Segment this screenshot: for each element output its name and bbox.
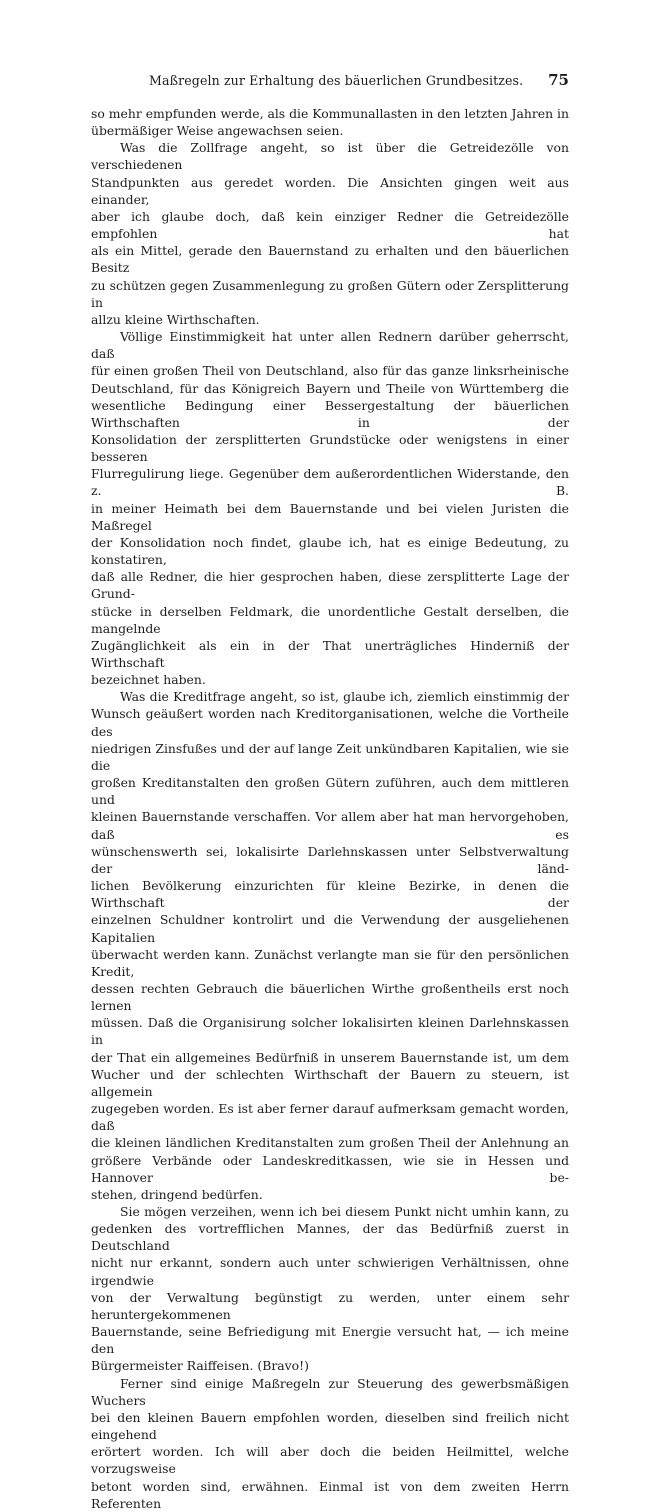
text-line: Wunsch geäußert worden nach Kreditorganisationen, welche die Vortheile des [91,706,569,739]
text-line: einzelnen Schuldner kontrolirt und die Verwendung der ausgeliehenen Kapitalien [91,912,569,945]
text-line: in meiner Heimath bei dem Bauernstande und bei vielen Juristen die Maßregel [91,500,569,533]
text-line: daß alle Redner, die hier gesprochen haben, diese zersplitterte Lage der Grund- [91,569,569,602]
text-line: aber ich glaube doch, daß kein einziger Redner die Getreidezölle empfohlen hat [91,208,569,242]
text-line: Sie mögen verzeihen, wenn ich bei diesem Punkt nicht umhin kann, zu [120,1204,569,1219]
running-head [91,71,569,93]
text-line: zugegeben worden. Es ist aber ferner darauf aufmerksam gemacht worden, daß [91,1101,569,1134]
text-line: stücke in derselben Feldmark, die unordentliche Gestalt derselben, die mangelnde [91,603,569,636]
paragraph-wucher [91,1375,569,1512]
text-line: bezeichnet haben. [91,672,206,688]
text-line: überwacht werden kann. Zunächst verlangte man sie für den persönlichen Kredit, [91,946,569,979]
text-line: wesentliche Bedingung einer Bessergestaltung der bäuerlichen Wirthschaften in der [91,397,569,430]
text-line: von der Verwaltung begünstigt zu werden, unter einem sehr heruntergekommenen [91,1289,569,1322]
text-line: gedenken des vortrefflichen Mannes, der das Bedürfniß zuerst in Deutschland [91,1221,569,1254]
text-line: größere Verbände oder Landeskreditkassen, wie sie in Hessen und Hannover be- [91,1152,569,1185]
text-line: so mehr empfunden werde, als die Kommunallasten in den letzten Jahren in [91,106,569,121]
text-line: als ein Mittel, gerade den Bauernstand zu erhalten und den bäuerlichen Besitz [91,243,569,276]
text-line: Was die Zollfrage angeht, so ist über die Getreidezölle von verschiedenen [91,140,569,173]
body-text [91,105,569,1512]
text-line: allzu kleine Wirthschaften. [91,311,260,327]
text-line: kleinen Bauernstande verschaffen. Vor allem aber hat man hervorgehoben, daß es [91,809,569,842]
text-line: zu schützen gegen Zusammenlegung zu großen Gütern oder Zersplitterung in [91,277,569,310]
page-number: 75 [548,71,569,89]
text-line: Konsolidation der zersplitterten Grundstücke oder wenigstens in einer besseren [91,431,569,465]
text-line: lichen Bevölkerung einzurichten für kleine Bezirke, in denen die Wirthschaft der [91,878,569,911]
text-line: betont worden sind, erwähnen. Einmal ist von dem zweiten Herrn Referenten [91,1478,569,1511]
text-line: stehen, dringend bedürfen. [91,1186,263,1202]
paragraph-raiffeisen [91,1203,569,1375]
paragraph-continuation [91,105,569,139]
text-line: übermäßiger Weise angewachsen seien. [91,123,344,139]
text-line: Bürgermeister Raiffeisen. (Bravo!) [91,1358,309,1374]
text-line: für einen großen Theil von Deutschland, also für das ganze linksrheinische [91,363,569,379]
text-line: Völlige Einstimmigkeit hat unter allen Rednern darüber geherrscht, daß [91,329,569,362]
text-line: Zugänglichkeit als ein in der That unerträgliches Hinderniß der Wirthschaft [91,637,569,670]
running-title: Maßregeln zur Erhaltung des bäuerlichen Grundbesitzes. [149,73,524,88]
text-line: nicht nur erkannt, sondern auch unter schwierigen Verhältnissen, ohne irgendwie [91,1255,569,1288]
text-line: Standpunkten aus geredet worden. Die Ansichten gingen weit aus einander, [91,174,569,207]
text-line: der That ein allgemeines Bedürfniß in unserem Bauernstande ist, um dem [91,1049,569,1065]
text-line: niedrigen Zinsfußes und der auf lange Zeit unkündbaren Kapitalien, wie sie die [91,740,569,773]
text-line: der Konsolidation noch findet, glaube ich, hat es einige Bedeutung, zu konstatiren, [91,534,569,568]
text-line: Wucher und der schlechten Wirthschaft der Bauern zu steuern, ist allgemein [91,1066,569,1099]
text-line: bei den kleinen Bauern empfohlen worden, dieselben sind freilich nicht eingehend [91,1409,569,1443]
text-line: erörtert worden. Ich will aber doch die beiden Heilmittel, welche vorzugsweise [91,1444,569,1477]
text-line: Flurregulirung liege. Gegenüber dem außerordentlichen Widerstande, den z. B. [91,466,569,499]
paragraph-zollfrage [91,139,569,328]
text-line: Ferner sind einige Maßregeln zur Steuerung des gewerbsmäßigen Wuchers [91,1375,569,1408]
text-line: Deutschland, für das Königreich Bayern und Theile von Württemberg die [91,380,569,396]
text-line: Was die Kreditfrage angeht, so ist, glaube ich, ziemlich einstimmig der [120,689,569,705]
text-line: dessen rechten Gebrauch die bäuerlichen Wirthe großentheils erst noch lernen [91,980,569,1014]
text-line: müssen. Daß die Organisirung solcher lokalisirten kleinen Darlehnskassen in [91,1015,569,1048]
text-line: Bauernstande, seine Befriedigung mit Energie versucht hat, — ich meine den [91,1324,569,1357]
paragraph-kreditfrage [91,688,569,1203]
text-line: die kleinen ländlichen Kreditanstalten zum großen Theil der Anlehnung an [91,1135,569,1151]
text-line: wünschenswerth sei, lokalisirte Darlehnskassen unter Selbstverwaltung der länd- [91,843,569,876]
paragraph-einstimmigkeit [91,328,569,688]
text-line: großen Kreditanstalten den großen Gütern zuführen, auch dem mittleren und [91,775,569,808]
